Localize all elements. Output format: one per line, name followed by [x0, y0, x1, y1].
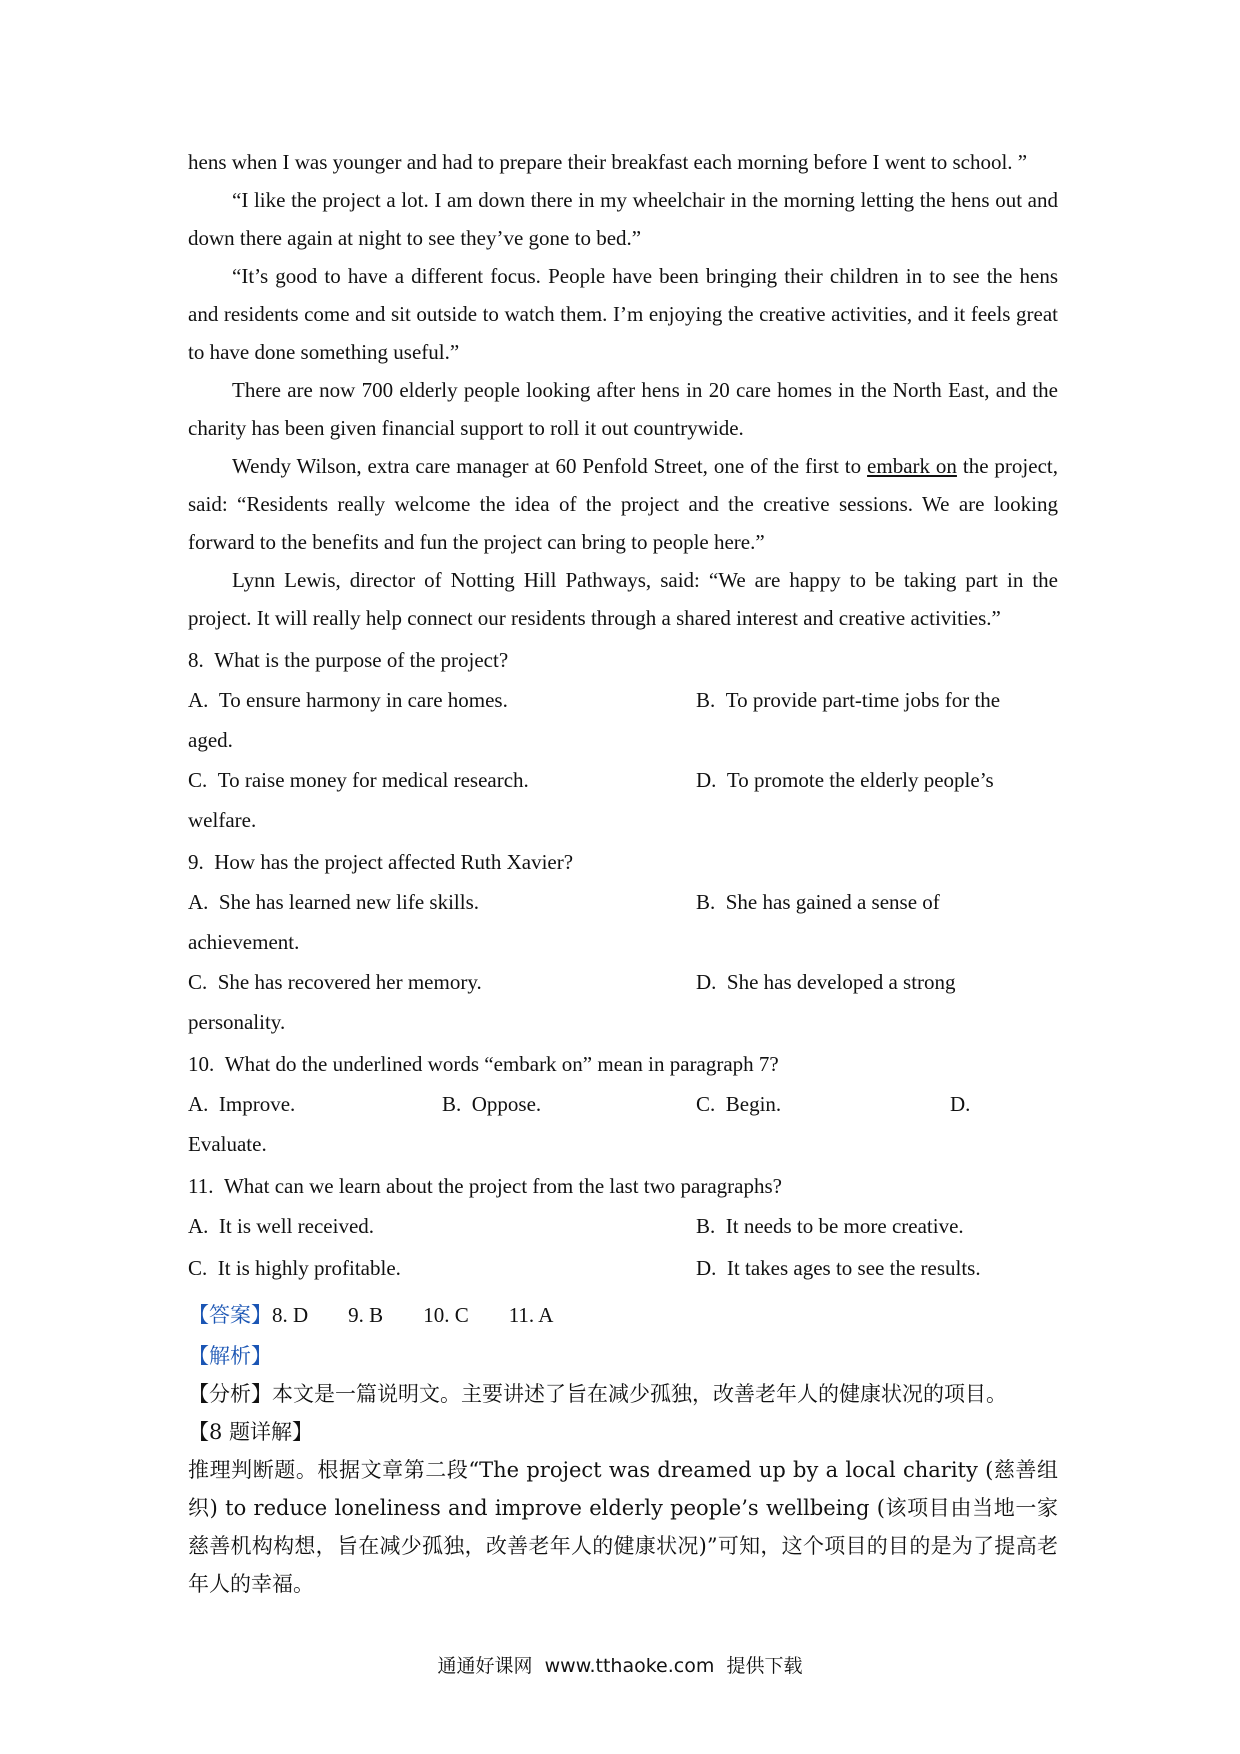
question-options [188, 1205, 1058, 1247]
option-c: C. It is highly profitable. [188, 1256, 401, 1280]
paragraph: “I like the project a lot. I am down there in my wheelchair in the morning letting the hens out and down there again at night to see they’ve gone to bed.” [188, 188, 1058, 250]
option-d-continued: personality. [188, 1010, 286, 1034]
question-stem: 10. What do the underlined words “embark on” mean in paragraph 7? [188, 1052, 779, 1076]
answer-value: 9. B [348, 1303, 384, 1327]
option-d: D. She has developed a strong [696, 970, 956, 994]
option-d: D. To promote the elderly people’s [696, 768, 994, 792]
paragraph-text: Wendy Wilson, extra care manager at 60 Penfold Street, one of the first to [232, 454, 868, 478]
answer-key [188, 1293, 1058, 1337]
answer-value: 10. C [423, 1303, 469, 1327]
question-stem: 8. What is the purpose of the project? [188, 648, 509, 672]
option-d: D. [950, 1092, 971, 1116]
page-footer: 通通好课网 www.tthaoke.com 提供下载 [437, 1655, 803, 1677]
option-d-continued: welfare. [188, 808, 257, 832]
answer-value: 11. A [508, 1303, 554, 1327]
question-options [188, 679, 1058, 721]
paragraph: Lynn Lewis, director of Notting Hill Pathways, said: “We are happy to be taking part in the project. It will really help connect our residents through a shared interest and creative activities.” [188, 568, 1058, 630]
paragraph-text: the project, said: “Residents really welcome the idea of the project and the creative sessions. We are looking forward to the benefits and fun the project can bring to people here.” [188, 454, 1058, 554]
paragraph: There are now 700 elderly people looking after hens in 20 care homes in the North East, and the charity has been given financial support to roll it out countrywide. [188, 378, 1058, 440]
question-stem: 9. How has the project affected Ruth Xavier? [188, 850, 574, 874]
option-d-continued: Evaluate. [188, 1132, 267, 1156]
question-options [188, 881, 1058, 923]
analysis-label: 【解析】 [188, 1344, 272, 1368]
option-c: C. She has recovered her memory. [188, 970, 482, 994]
option-b: B. She has gained a sense of [696, 890, 940, 914]
option-c: C. To raise money for medical research. [188, 768, 529, 792]
question-options [188, 961, 1058, 1003]
question-stem: 11. What can we learn about the project from the last two paragraphs? [188, 1174, 782, 1198]
option-a: A. To ensure harmony in care homes. [188, 688, 508, 712]
question-options [188, 759, 1058, 801]
option-b: B. Oppose. [442, 1092, 542, 1116]
paragraph [188, 447, 1058, 561]
option-b-continued: achievement. [188, 930, 300, 954]
question-options [188, 1083, 1058, 1125]
option-c: C. Begin. [696, 1092, 782, 1116]
option-b-continued: aged. [188, 728, 233, 752]
option-b: B. To provide part-time jobs for the [696, 688, 1001, 712]
summary-text: 本文是一篇说明文。主要讲述了旨在减少孤独，改善老年人的健康状况的项目。 [272, 1382, 1007, 1406]
option-a: A. She has learned new life skills. [188, 890, 480, 914]
analysis-summary [188, 1375, 1058, 1413]
option-d: D. It takes ages to see the results. [696, 1256, 981, 1280]
question-options [188, 1247, 1058, 1289]
answer-label: 【答案】 [188, 1303, 272, 1327]
paragraph: hens when I was younger and had to prepare their breakfast each morning before I went to school. ” [188, 150, 1028, 174]
detail-explanation: 推理判断题。根据文章第二段“The project was dreamed up by a local charity (慈善组织) to reduce loneliness and improve elderly people’s wellbeing (该项目由当地一家慈善机构构想，旨在减少孤独，改善老年人的健康状况)”可知，这个项目的目的是为了提高老年人的幸福。 [188, 1458, 1058, 1596]
answer-value: 8. D [272, 1303, 309, 1327]
summary-label: 【分析】 [188, 1382, 272, 1406]
option-a: A. Improve. [188, 1092, 296, 1116]
option-a: A. It is well received. [188, 1214, 375, 1238]
underlined-words: embark on [867, 454, 957, 478]
paragraph: “It’s good to have a different focus. People have been bringing their children in to see the hens and residents come and sit outside to watch them. I’m enjoying the creative activities, and it feels great to have done something useful.” [188, 264, 1058, 364]
option-b: B. It needs to be more creative. [696, 1214, 964, 1238]
detail-label: 【8 题详解】 [188, 1420, 314, 1444]
page-content [188, 143, 1058, 1603]
